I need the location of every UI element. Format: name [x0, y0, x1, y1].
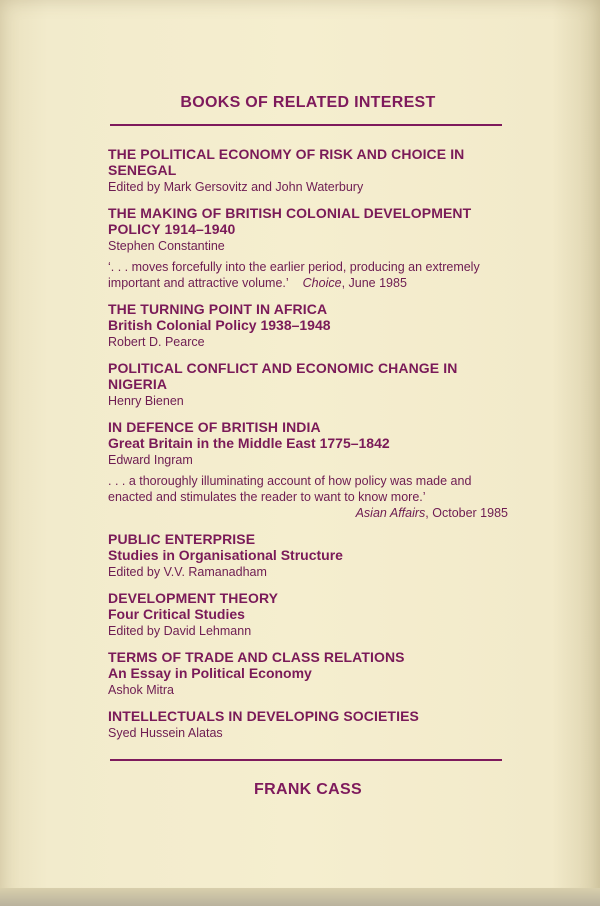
book-subtitle: Great Britain in the Middle East 1775–1842	[108, 435, 390, 451]
book-author: Ashok Mitra	[108, 683, 174, 697]
book-entry	[108, 205, 508, 291]
book-entry	[108, 590, 508, 639]
book-title: INTELLECTUALS IN DEVELOPING SOCIETIES	[108, 708, 419, 724]
book-author: Syed Hussein Alatas	[108, 726, 223, 740]
section-heading: BOOKS OF RELATED INTEREST	[180, 94, 436, 111]
book-entry	[108, 531, 508, 580]
book-title: IN DEFENCE OF BRITISH INDIA	[108, 419, 321, 435]
top-divider	[110, 124, 502, 126]
related-books-panel	[108, 94, 508, 799]
book-entry	[108, 146, 508, 195]
book-entry	[108, 649, 508, 698]
book-author: Stephen Constantine	[108, 239, 225, 253]
book-author: Robert D. Pearce	[108, 335, 205, 349]
book-title: TERMS OF TRADE AND CLASS RELATIONS	[108, 649, 405, 665]
book-entry	[108, 360, 508, 409]
book-entry	[108, 301, 508, 350]
book-list	[108, 146, 508, 741]
bottom-divider	[110, 759, 502, 761]
book-subtitle: Four Critical Studies	[108, 606, 245, 622]
book-subtitle: Studies in Organisational Structure	[108, 547, 343, 563]
book-title: POLITICAL CONFLICT AND ECONOMIC CHANGE IN NIGERIA	[108, 360, 458, 392]
book-title: THE POLITICAL ECONOMY OF RISK AND CHOICE IN SENEGAL	[108, 146, 465, 178]
book-title: THE TURNING POINT IN AFRICA	[108, 301, 328, 317]
book-subtitle: British Colonial Policy 1938–1948	[108, 317, 331, 333]
book-entry	[108, 708, 508, 741]
book-title: PUBLIC ENTERPRISE	[108, 531, 256, 547]
quote-source-date: , June 1985	[341, 276, 407, 290]
book-entry	[108, 419, 508, 521]
quote-source-name: Choice	[302, 276, 342, 290]
publisher-name: FRANK CASS	[254, 781, 362, 798]
book-author: Henry Bienen	[108, 394, 184, 408]
cover-bottom-edge	[0, 888, 600, 906]
quote-source-date: , October 1985	[425, 506, 508, 520]
quote-source	[303, 276, 407, 290]
book-title: THE MAKING OF BRITISH COLONIAL DEVELOPMENT POLICY 1914–1940	[108, 205, 472, 237]
book-title: DEVELOPMENT THEORY	[108, 590, 279, 606]
book-author: Edited by V.V. Ramanadham	[108, 565, 267, 579]
book-author: Edited by David Lehmann	[108, 624, 252, 638]
quote-text: ‘. . . moves forcefully into the earlier period, producing an extremely important and attractive volume.’	[108, 260, 480, 290]
quote-source-name: Asian Affairs	[355, 506, 426, 520]
book-subtitle: An Essay in Political Economy	[108, 665, 312, 681]
quote-attribution	[108, 505, 508, 521]
book-author: Edited by Mark Gersovitz and John Waterbury	[108, 180, 364, 194]
review-quote	[108, 259, 508, 291]
book-author: Edward Ingram	[108, 453, 193, 467]
review-quote: . . . a thoroughly illuminating account of how policy was made and enacted and stimulates the reader to want to know more.’	[108, 474, 472, 504]
